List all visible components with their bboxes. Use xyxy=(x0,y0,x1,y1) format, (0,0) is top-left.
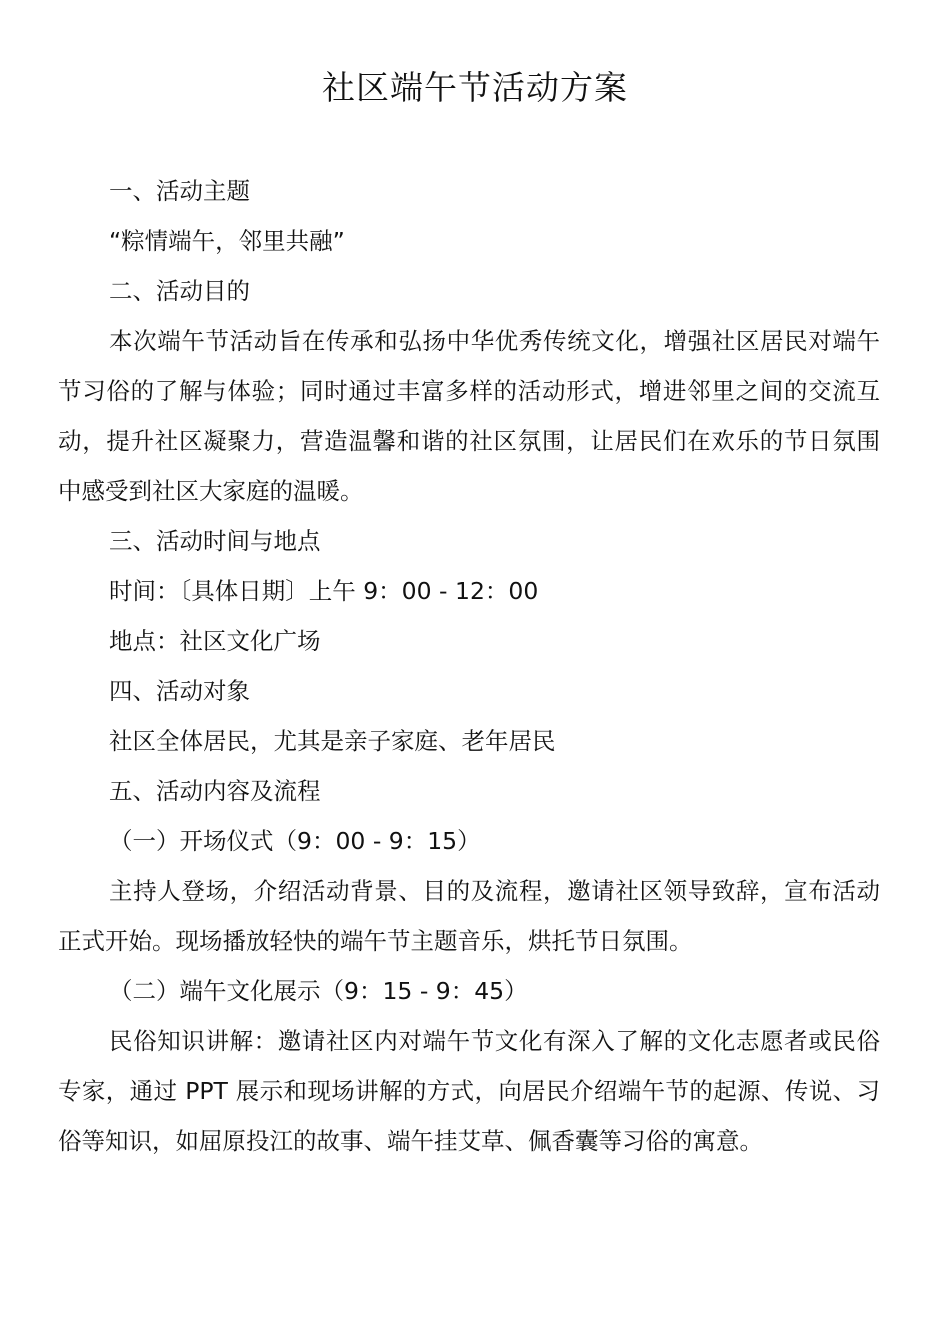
activity-theme-text: “粽情端午，邻里共融” xyxy=(109,227,345,255)
heading-activity-audience: 四、活动对象 xyxy=(109,677,250,705)
culture-display-text: 民俗知识讲解：邀请社区内对端午节文化有深入了解的文化志愿者或民俗专家，通过 PPT 展示和现场讲解的方式，向居民介绍端午节的起源、传说、习俗等知识，如屈原投江的故事、端午挂艾草、佩香囊等习俗的寓意。 xyxy=(58,1027,880,1155)
heading-content-process: 五、活动内容及流程 xyxy=(109,777,321,805)
subheading-opening-ceremony: （一）开场仪式（9：00 - 9：15） xyxy=(109,827,481,855)
activity-place-text: 地点：社区文化广场 xyxy=(109,627,321,655)
activity-time-text: 时间：〔具体日期〕上午 9：00 - 12：00 xyxy=(109,577,539,605)
activity-purpose-text: 本次端午节活动旨在传承和弘扬中华优秀传统文化，增强社区居民对端午节习俗的了解与体验；同时通过丰富多样的活动形式，增进邻里之间的交流互动，提升社区凝聚力，营造温馨和谐的社区氛围，让居民们在欢乐的节日氛围中感受到社区大家庭的温暖。 xyxy=(58,327,880,505)
subheading-culture-display: （二）端午文化展示（9：15 - 9：45） xyxy=(109,977,528,1005)
opening-ceremony-text: 主持人登场，介绍活动背景、目的及流程，邀请社区领导致辞，宣布活动正式开始。现场播放轻快的端午节主题音乐，烘托节日氛围。 xyxy=(58,877,880,955)
heading-activity-theme: 一、活动主题 xyxy=(109,177,250,205)
document-body xyxy=(58,166,880,1166)
heading-activity-purpose: 二、活动目的 xyxy=(109,277,250,305)
document-title: 社区端午节活动方案 xyxy=(322,68,628,107)
activity-audience-text: 社区全体居民，尤其是亲子家庭、老年居民 xyxy=(109,727,556,755)
heading-time-place: 三、活动时间与地点 xyxy=(109,527,321,555)
